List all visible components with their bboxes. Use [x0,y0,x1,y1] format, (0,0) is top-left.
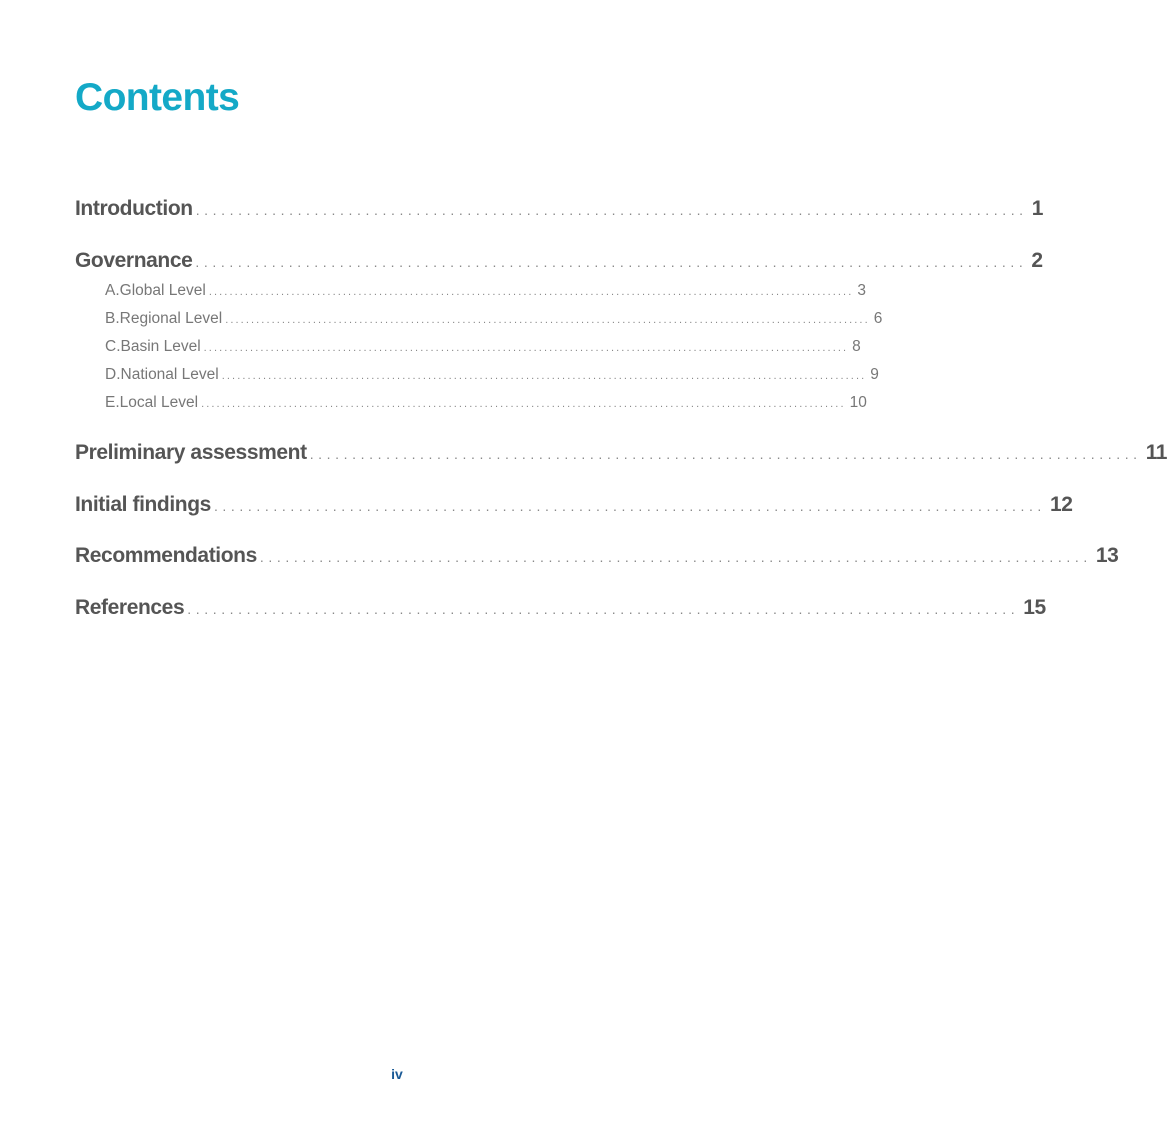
dot-leader: .................................................................................................. [195,202,1028,218]
toc-subentry-title: Basin Level [120,338,201,355]
toc-entry-page: 11 [1145,441,1167,464]
dot-leader: ............................................................................................................................. [208,286,854,298]
dot-leader: .................................................................................................. [309,446,1142,462]
toc-entry-title: Governance [75,249,193,272]
dot-leader: .................................................................................................. [259,549,1092,565]
toc-subentry-global-level[interactable] [75,280,866,302]
dot-leader: .................................................................................................. [213,498,1046,514]
dot-leader: .................................................................................................. [187,601,1020,617]
toc-entry-title: Recommendations [75,544,257,567]
toc-entry-page: 13 [1095,544,1119,567]
toc-entry-page: 15 [1023,596,1046,619]
toc-subentry-page: 3 [857,282,866,299]
toc-subentry-title: Global Level [119,282,206,299]
toc-entry-page: 2 [1031,249,1043,272]
page-number: iv [391,1066,403,1082]
toc-subentry-title: National Level [120,366,219,383]
toc-subentry-page: 6 [873,310,883,327]
toc-entry-page: 1 [1031,197,1043,220]
toc-entry-title: Introduction [75,197,193,220]
toc-subentry-letter: E. [105,394,120,411]
toc-subentry-letter: D. [105,366,121,383]
toc-subentry-local-level[interactable] [75,392,867,414]
dot-leader: ............................................................................................................................. [221,370,867,382]
toc-subentry-national-level[interactable] [75,364,879,386]
toc-subentry-letter: B. [105,310,120,327]
toc-subentry-page: 8 [852,338,861,355]
toc-entry-references[interactable] [75,594,1046,622]
dot-leader: ............................................................................................................................. [225,314,870,326]
toc-subentry-page: 9 [870,366,879,383]
toc-entry-governance[interactable] [75,247,1043,275]
toc-subentry-letter: A. [105,282,120,299]
toc-subentry-regional-level[interactable] [75,308,883,330]
toc-subentry-title: Regional Level [119,310,223,327]
toc-entry-preliminary-assessment[interactable] [75,439,1167,467]
toc-entry-title: Preliminary assessment [75,441,307,464]
toc-entry-title: Initial findings [75,493,211,516]
toc-entry-introduction[interactable] [75,195,1043,223]
toc-subentry-letter: C. [105,338,121,355]
dot-leader: .................................................................................................. [195,254,1028,270]
toc-entry-page: 12 [1049,493,1073,516]
toc-entry-title: References [75,596,185,619]
toc-entry-initial-findings[interactable] [75,491,1073,519]
dot-leader: ............................................................................................................................. [201,398,846,410]
dot-leader: ............................................................................................................................. [203,342,849,354]
page-title: Contents [75,76,240,119]
toc-entry-recommendations[interactable] [75,542,1119,570]
toc-subentry-page: 10 [849,394,867,411]
toc-subentry-title: Local Level [119,394,199,411]
toc-subentry-basin-level[interactable] [75,336,861,358]
